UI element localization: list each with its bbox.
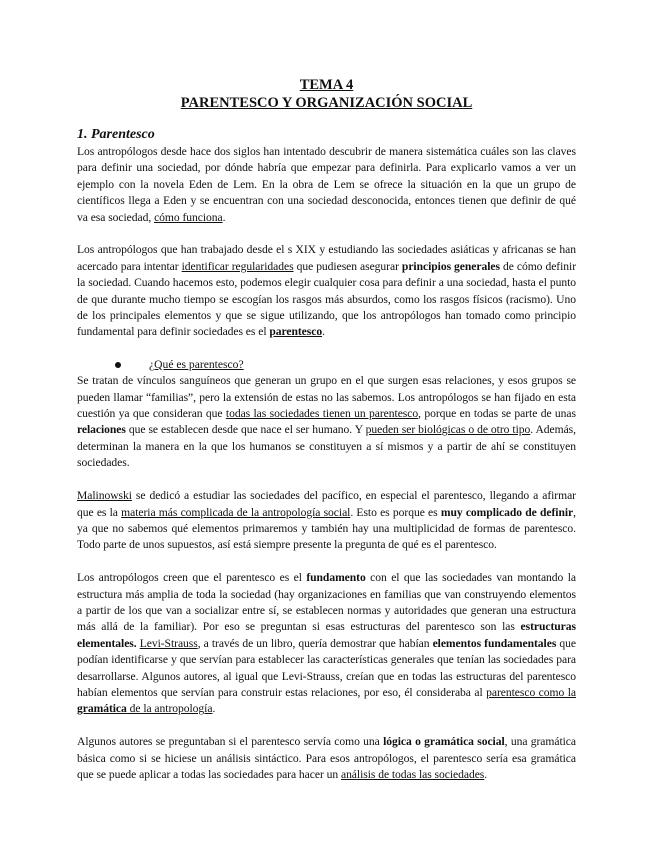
text-run: que se establecen desde que nace el ser humano. Y	[125, 423, 366, 437]
text-run: , ya que no sabemos qué elementos primaremos y también hay una multiplicidad de formas de parentesco. Todo parte de unos supuestos, así está siempre presente la pregunta de qué es el parentesco.	[77, 505, 576, 552]
text-run: estructuras elementales.	[77, 620, 576, 650]
text-run: . Esto es porque es	[350, 505, 441, 519]
document-subtitle: PARENTESCO Y ORGANIZACIÓN SOCIAL	[180, 95, 473, 111]
text-run: pueden ser biológicas o de otro tipo	[365, 423, 531, 437]
text-run: Los antropólogos que han trabajado desde el s XIX y estudiando las sociedades asiáticas y africanas se han acercado para intentar	[77, 243, 576, 273]
text-run: materia más complicada de la antropología social	[121, 505, 351, 519]
text-run: con el que las sociedades van montando la estructura más amplia de toda la sociedad (hay organizaciones en familias que van construyendo elementos a partir de los que van a socializar entre sí, se establecen normas y autoridades que generan una estructura más allá de la familiar). Por eso se preguntan si esas estructuras del parentesco son las	[77, 571, 576, 634]
text-run: gramática	[77, 702, 127, 716]
text-run: , porque en todas se parte de unas	[418, 407, 576, 421]
paragraph-3	[77, 373, 576, 471]
paragraph-4	[77, 488, 576, 554]
section-2-body	[77, 373, 576, 783]
tema-title: TEMA 4	[299, 77, 354, 93]
text-run: parentesco	[269, 325, 323, 339]
text-run: Levi-Strauss	[139, 636, 198, 650]
text-run: fundamento	[306, 571, 366, 585]
text-run: principios generales	[401, 259, 500, 273]
text-run: muy complicado de definir	[440, 505, 574, 519]
bullet-dot-icon	[115, 362, 121, 368]
paragraph-6	[77, 734, 576, 783]
text-run: Se tratan de vínculos sanguíneos que generan un grupo en el que surgen esas relaciones, y esos grupos se pueden llamar “familias”, pero la extensión de estas no las sabemos. Los antropólogos se han fijado en esta cuestión ya que consideran que	[77, 374, 576, 421]
text-run: .	[484, 767, 488, 781]
text-run: Algunos autores se preguntaban si el parentesco servía como una	[77, 735, 384, 749]
text-run: de cómo definir la sociedad. Cuando hacemos esto, podemos elegir cualquier cosa para definir a una sociedad, hasta el punto de que durante mucho tiempo se escogían los rasgos más absurdos, como los rasgos físicos (racismo). Uno de los principales elementos y que se sigue utilizando, que los antropólogos han tomado como principio fundamental para definir sociedades es el	[77, 259, 576, 339]
text-run: Malinowski	[77, 489, 132, 503]
bullet-item	[77, 357, 576, 373]
text-run: relaciones	[77, 423, 126, 437]
text-run: identificar regularidades	[181, 259, 294, 273]
text-run: todas las sociedades tienen un parentesco	[225, 407, 419, 421]
text-run: Los antropólogos desde hace dos siglos han intentado descubrir de manera sistemática cuáles son las claves para definir una sociedad, por dónde habría que empezar para definirla. Para explicarlo vamos a ver un ejemplo con la novela Eden de Lem. En la obra de Lem se ofrece la situación en la que un grupo de científicos llega a Eden y se encuentran con una sociedad desconocida, entonces tienen que definir de qué va esa sociedad,	[77, 145, 576, 224]
text-run: Los antropólogos creen que el parentesco es el	[77, 571, 307, 585]
text-run: lógica o gramática social	[383, 735, 505, 749]
paragraph-1	[77, 144, 576, 226]
text-run: , a través de un libro, quería demostrar que habían	[197, 636, 433, 650]
paragraph-2	[77, 242, 576, 340]
paragraph-5	[77, 570, 576, 718]
text-run: de la antropología	[126, 702, 213, 716]
section-heading-parentesco: 1. Parentesco	[77, 127, 155, 142]
text-run: cómo funciona	[154, 210, 223, 224]
text-run: que podían identificarse y que servían para establecer las características generales que tenían las sociedades para desarrollarse. Algunos autores, al igual que Levi-Strauss, creían que en todas las estructuras del parentesco habían elementos que servían para construir estas relaciones, por eso, él consideraba al	[77, 636, 576, 699]
text-run: .	[222, 210, 226, 224]
text-run: . Además, determinan la manera en la que los humanos se constituyen a sí mismos y a partir de ahí se constituyen sociedades.	[77, 423, 576, 470]
text-run: se dedicó a estudiar las sociedades del pacífico, en especial el parentesco, llegando a afirmar que es la	[77, 489, 576, 519]
text-run: que pudiesen asegurar	[293, 259, 402, 273]
text-run: análisis de todas las sociedades	[340, 767, 485, 781]
text-run: .	[212, 702, 216, 716]
section-1-body	[77, 144, 576, 341]
text-run: , una gramática básica como si se hiciese un análisis sintáctico. Para esos antropólogos, el parentesco sería esa gramática que se puede aplicar a todas las sociedades para hacer un	[77, 735, 576, 781]
bullet-label: ¿Qué es parentesco?	[149, 357, 244, 371]
text-run: parentesco como la	[486, 685, 576, 699]
text-run: elementos fundamentales	[432, 636, 557, 650]
text-run: .	[322, 325, 325, 339]
